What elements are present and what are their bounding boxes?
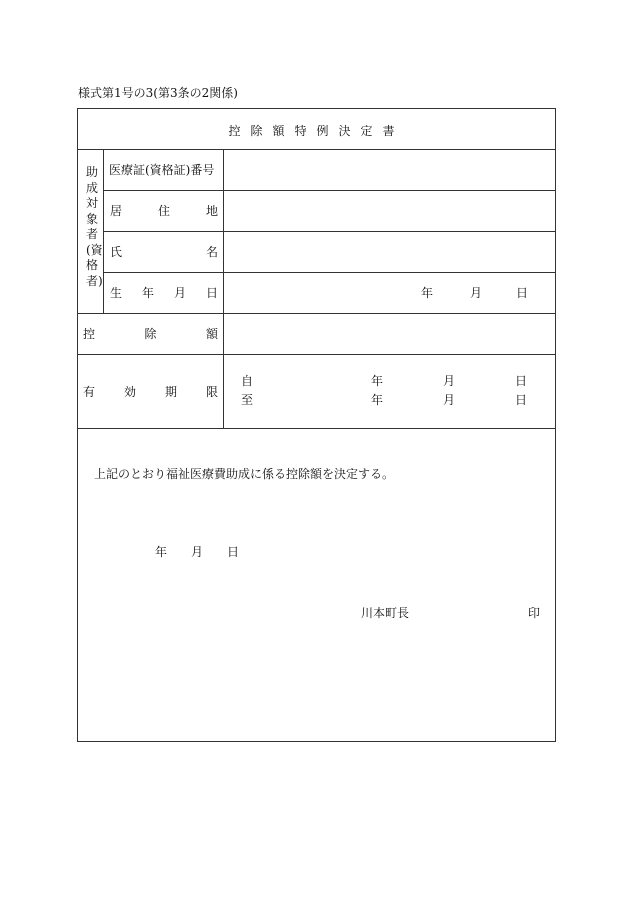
birthdate-day-unit: 日 xyxy=(516,286,529,300)
row-divider xyxy=(77,354,556,355)
row-divider xyxy=(77,428,556,429)
row-divider xyxy=(103,272,556,273)
name-value[interactable] xyxy=(226,234,554,270)
issue-year-unit: 年 xyxy=(155,545,168,559)
row-divider xyxy=(77,313,556,314)
validity-to-day-unit: 日 xyxy=(515,393,528,407)
address-label: 居 住 地 xyxy=(110,204,218,218)
issue-month-unit: 月 xyxy=(191,545,204,559)
validity-from-prefix: 自 xyxy=(241,374,254,388)
subject-group-label: 助成対象者(資格者) xyxy=(86,165,103,288)
decision-statement: 上記のとおり福祉医療費助成に係る控除額を決定する。 xyxy=(94,467,395,481)
birthdate-month-unit: 月 xyxy=(470,286,483,300)
issue-day-unit: 日 xyxy=(227,545,240,559)
name-label: 氏 名 xyxy=(110,245,218,259)
validity-to-month-unit: 月 xyxy=(443,393,456,407)
row-divider xyxy=(77,149,556,150)
validity-from-month-unit: 月 xyxy=(443,374,456,388)
address-value[interactable] xyxy=(226,193,554,229)
form-caption: 様式第1号の3(第3条の2関係) xyxy=(78,86,238,100)
column-divider xyxy=(223,149,224,428)
column-divider xyxy=(103,149,104,313)
validity-from-day-unit: 日 xyxy=(515,374,528,388)
seal-mark: 印 xyxy=(528,606,541,620)
validity-to-year-unit: 年 xyxy=(371,393,384,407)
certificate-number-value[interactable] xyxy=(226,152,554,188)
row-divider xyxy=(103,190,556,191)
birthdate-year-unit: 年 xyxy=(421,286,434,300)
certificate-number-label: 医療証(資格証)番号 xyxy=(109,163,215,177)
deduction-label: 控 除 額 xyxy=(83,327,218,341)
issuer-name: 川本町長 xyxy=(361,606,410,620)
deduction-value[interactable] xyxy=(226,316,554,352)
row-divider xyxy=(103,231,556,232)
document-title: 控除額特例決定書 xyxy=(228,124,405,138)
validity-from-year-unit: 年 xyxy=(371,374,384,388)
birthdate-label: 生 年 月 日 xyxy=(110,286,218,300)
validity-label: 有 効 期 限 xyxy=(83,385,218,399)
validity-to-prefix: 至 xyxy=(241,393,254,407)
